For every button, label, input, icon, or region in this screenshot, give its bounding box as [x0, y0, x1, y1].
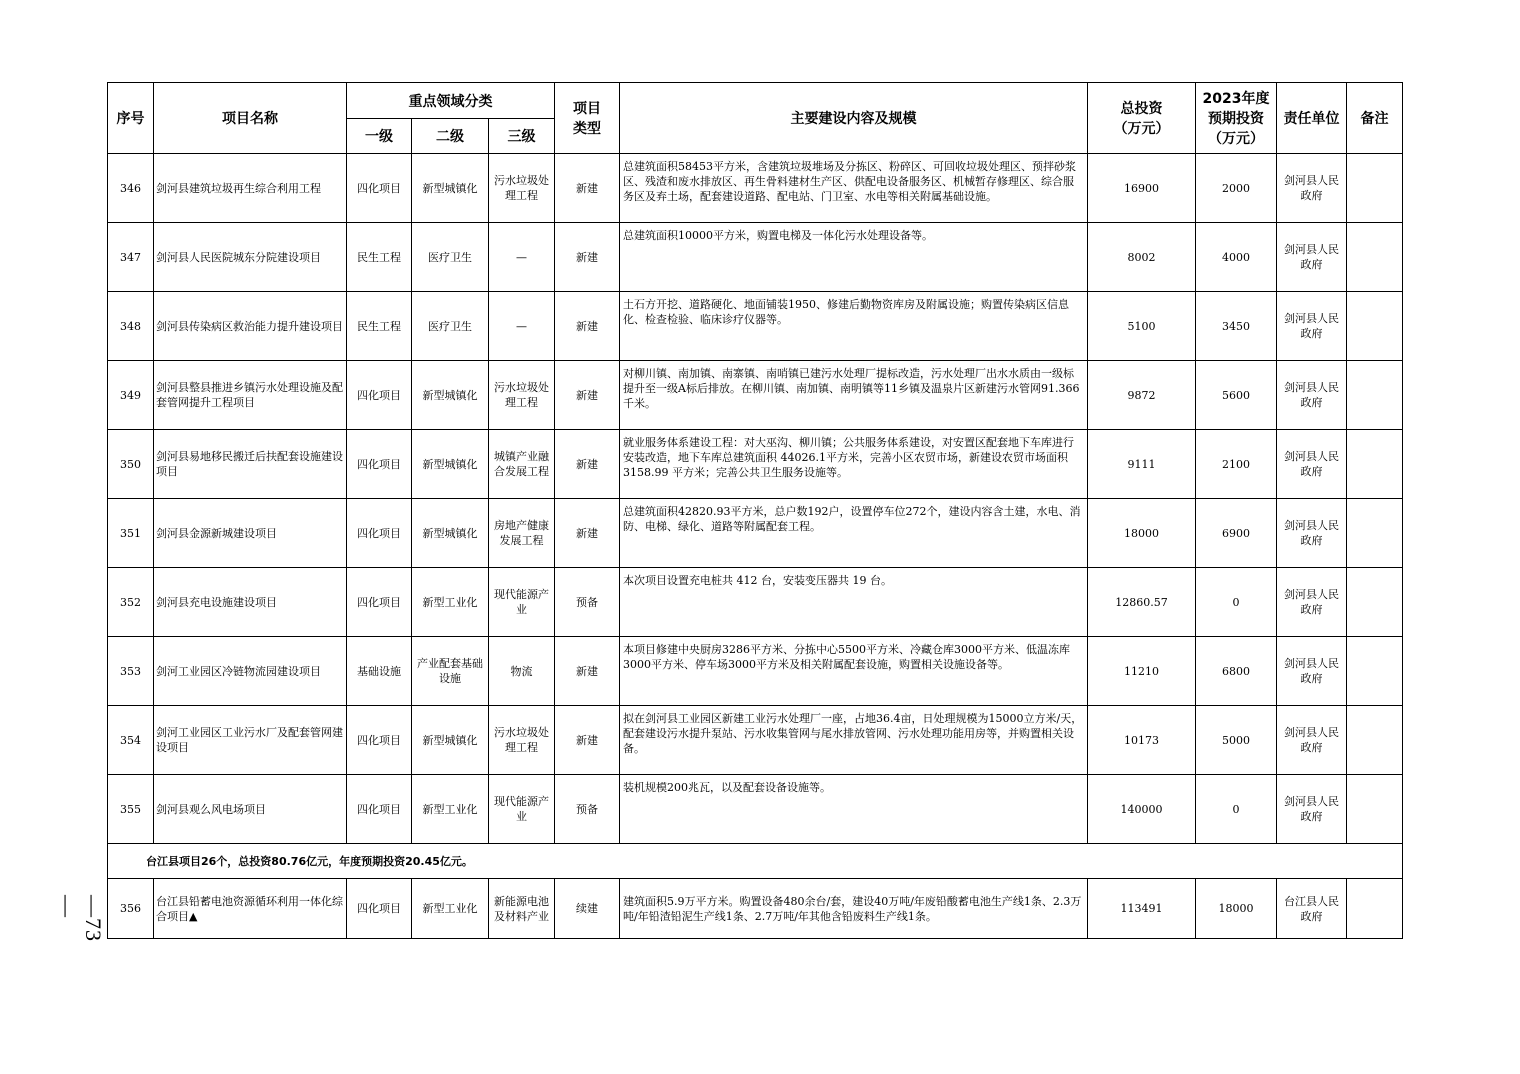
cell-level1: 四化项目 [347, 499, 412, 568]
cell-unit: 剑河县人民政府 [1277, 292, 1347, 361]
table-row [108, 430, 1403, 499]
cell-content: 就业服务体系建设工程：对大巫沟、柳川镇；公共服务体系建设，对安置区配套地下车库进行安装改造，地下车库总建筑面积 44026.1平方米，完善小区农贸市场，新建设农贸市场面积 3158.99 平方米；完善公共卫生服务设施等。 [620, 430, 1088, 499]
cell-note [1347, 568, 1403, 637]
cell-level3: 新能源电池及材料产业 [489, 879, 555, 939]
cell-level3: — [489, 223, 555, 292]
header-level2: 二级 [412, 119, 489, 154]
cell-note [1347, 775, 1403, 844]
cell-seq: 354 [108, 706, 154, 775]
cell-seq: 352 [108, 568, 154, 637]
cell-content: 装机规模200兆瓦，以及配套设备设施等。 [620, 775, 1088, 844]
cell-annual: 6900 [1196, 499, 1277, 568]
cell-name: 剑河县整县推进乡镇污水处理设施及配套管网提升工程项目 [154, 361, 347, 430]
table-row [108, 292, 1403, 361]
cell-type: 新建 [555, 154, 620, 223]
cell-level3: 城镇产业融合发展工程 [489, 430, 555, 499]
cell-annual: 0 [1196, 775, 1277, 844]
cell-total: 11210 [1088, 637, 1196, 706]
cell-total: 16900 [1088, 154, 1196, 223]
cell-name: 剑河县金源新城建设项目 [154, 499, 347, 568]
cell-unit: 台江县人民政府 [1277, 879, 1347, 939]
cell-type: 续建 [555, 879, 620, 939]
cell-level2: 医疗卫生 [412, 223, 489, 292]
header-note: 备注 [1347, 83, 1403, 154]
cell-content: 本次项目设置充电桩共 412 台，安装变压器共 19 台。 [620, 568, 1088, 637]
cell-level1: 四化项目 [347, 568, 412, 637]
cell-total: 5100 [1088, 292, 1196, 361]
table-row [108, 775, 1403, 844]
table-row [108, 637, 1403, 706]
cell-level2: 新型城镇化 [412, 499, 489, 568]
cell-total: 140000 [1088, 775, 1196, 844]
cell-note [1347, 879, 1403, 939]
cell-level2: 医疗卫生 [412, 292, 489, 361]
cell-level2: 新型城镇化 [412, 430, 489, 499]
cell-content: 土石方开挖、道路硬化、地面铺装1950、修建后勤物资库房及附属设施；购置传染病区信息化、检查检验、临床诊疗仪器等。 [620, 292, 1088, 361]
cell-content: 建筑面积5.9万平方米。购置设备480余台/套，建设40万吨/年废铅酸蓄电池生产线1条、2.3万吨/年铅渣铅泥生产线1条、2.7万吨/年其他含铅废料生产线1条。 [620, 879, 1088, 939]
cell-seq: 356 [108, 879, 154, 939]
cell-annual: 4000 [1196, 223, 1277, 292]
cell-level1: 基础设施 [347, 637, 412, 706]
cell-seq: 350 [108, 430, 154, 499]
cell-level3: 污水垃圾处理工程 [489, 154, 555, 223]
cell-total: 12860.57 [1088, 568, 1196, 637]
cell-note [1347, 361, 1403, 430]
cell-name: 剑河县充电设施建设项目 [154, 568, 347, 637]
cell-level3: 污水垃圾处理工程 [489, 361, 555, 430]
header-annual: 2023年度预期投资（万元） [1196, 83, 1277, 154]
cell-total: 18000 [1088, 499, 1196, 568]
cell-unit: 剑河县人民政府 [1277, 568, 1347, 637]
cell-annual: 3450 [1196, 292, 1277, 361]
cell-type: 新建 [555, 361, 620, 430]
cell-type: 预备 [555, 568, 620, 637]
cell-level1: 四化项目 [347, 879, 412, 939]
cell-level2: 新型工业化 [412, 568, 489, 637]
section-row [108, 844, 1403, 879]
table-row [108, 223, 1403, 292]
cell-level3: 房地产健康发展工程 [489, 499, 555, 568]
cell-content: 总建筑面积58453平方米，含建筑垃圾堆场及分拣区、粉碎区、可回收垃圾处理区、预拌砂浆区、残渣和废水排放区、再生骨料建材生产区、供配电设备服务区、机械暂存修理区、综合服务区及弃土场，配套建设道路、配电站、门卫室、水电等相关附属基础设施。 [620, 154, 1088, 223]
cell-level2: 新型城镇化 [412, 706, 489, 775]
header-level3: 三级 [489, 119, 555, 154]
cell-level1: 四化项目 [347, 361, 412, 430]
cell-level1: 四化项目 [347, 706, 412, 775]
cell-note [1347, 637, 1403, 706]
cell-seq: 349 [108, 361, 154, 430]
cell-annual: 2100 [1196, 430, 1277, 499]
header-name: 项目名称 [154, 83, 347, 154]
cell-type: 预备 [555, 775, 620, 844]
cell-total: 9872 [1088, 361, 1196, 430]
cell-name: 剑河县人民医院城东分院建设项目 [154, 223, 347, 292]
cell-name: 剑河县建筑垃圾再生综合利用工程 [154, 154, 347, 223]
cell-name: 剑河工业园区冷链物流园建设项目 [154, 637, 347, 706]
cell-unit: 剑河县人民政府 [1277, 154, 1347, 223]
cell-seq: 355 [108, 775, 154, 844]
cell-name: 剑河县传染病区救治能力提升建设项目 [154, 292, 347, 361]
cell-seq: 351 [108, 499, 154, 568]
cell-type: 新建 [555, 499, 620, 568]
cell-name: 剑河县易地移民搬迁后扶配套设施建设项目 [154, 430, 347, 499]
cell-type: 新建 [555, 223, 620, 292]
cell-level3: — [489, 292, 555, 361]
cell-content: 拟在剑河县工业园区新建工业污水处理厂一座，占地36.4亩，日处理规模为15000立方米/天，配套建设污水提升泵站、污水收集管网与尾水排放管网、污水处理功能用房等，并购置相关设备。 [620, 706, 1088, 775]
cell-type: 新建 [555, 706, 620, 775]
cell-level3: 污水垃圾处理工程 [489, 706, 555, 775]
cell-name: 台江县铅蓄电池资源循环利用一体化综合项目▲ [154, 879, 347, 939]
cell-unit: 剑河县人民政府 [1277, 430, 1347, 499]
cell-content: 本项目修建中央厨房3286平方米、分拣中心5500平方米、冷藏仓库3000平方米、低温冻库3000平方米、停车场3000平方米及相关附属配套设施，购置相关设施设备等。 [620, 637, 1088, 706]
cell-note [1347, 223, 1403, 292]
cell-note [1347, 499, 1403, 568]
cell-annual: 0 [1196, 568, 1277, 637]
table-body [108, 154, 1403, 939]
cell-level2: 新型城镇化 [412, 154, 489, 223]
cell-content: 总建筑面积10000平方米，购置电梯及一体化污水处理设备等。 [620, 223, 1088, 292]
cell-content: 总建筑面积42820.93平方米，总户数192户，设置停车位272个，建设内容含土建，水电、消防、电梯、绿化、道路等附属配套工程。 [620, 499, 1088, 568]
cell-seq: 347 [108, 223, 154, 292]
table-header [108, 83, 1403, 154]
cell-total: 10173 [1088, 706, 1196, 775]
cell-level1: 四化项目 [347, 430, 412, 499]
cell-name: 剑河县观么风电场项目 [154, 775, 347, 844]
cell-level3: 现代能源产业 [489, 568, 555, 637]
cell-total: 8002 [1088, 223, 1196, 292]
header-content: 主要建设内容及规模 [620, 83, 1088, 154]
cell-level1: 民生工程 [347, 292, 412, 361]
cell-level3: 物流 [489, 637, 555, 706]
cell-note [1347, 154, 1403, 223]
section-summary: 台江县项目26个，总投资80.76亿元，年度预期投资20.45亿元。 [108, 844, 1403, 879]
cell-seq: 348 [108, 292, 154, 361]
cell-unit: 剑河县人民政府 [1277, 499, 1347, 568]
cell-unit: 剑河县人民政府 [1277, 637, 1347, 706]
cell-note [1347, 706, 1403, 775]
cell-total: 9111 [1088, 430, 1196, 499]
cell-unit: 剑河县人民政府 [1277, 775, 1347, 844]
table-row [108, 706, 1403, 775]
cell-unit: 剑河县人民政府 [1277, 223, 1347, 292]
cell-level2: 产业配套基础设施 [412, 637, 489, 706]
table-row [108, 568, 1403, 637]
cell-annual: 5000 [1196, 706, 1277, 775]
table-row [108, 361, 1403, 430]
cell-content: 对柳川镇、南加镇、南寨镇、南哨镇已建污水处理厂提标改造，污水处理厂出水水质由一级标提升至一级A标后排放。在柳川镇、南加镇、南明镇等11乡镇及温泉片区新建污水管网91.366千米。 [620, 361, 1088, 430]
cell-unit: 剑河县人民政府 [1277, 361, 1347, 430]
table-row [108, 499, 1403, 568]
cell-annual: 2000 [1196, 154, 1277, 223]
header-level1: 一级 [347, 119, 412, 154]
page-number: —73— [55, 895, 106, 942]
cell-level1: 四化项目 [347, 775, 412, 844]
table-row [108, 154, 1403, 223]
cell-level1: 民生工程 [347, 223, 412, 292]
header-seq: 序号 [108, 83, 154, 154]
cell-level3: 现代能源产业 [489, 775, 555, 844]
cell-level2: 新型城镇化 [412, 361, 489, 430]
cell-type: 新建 [555, 292, 620, 361]
table-row [108, 879, 1403, 939]
cell-annual: 5600 [1196, 361, 1277, 430]
cell-name: 剑河工业园区工业污水厂及配套管网建设项目 [154, 706, 347, 775]
cell-unit: 剑河县人民政府 [1277, 706, 1347, 775]
cell-level2: 新型工业化 [412, 775, 489, 844]
cell-total: 113491 [1088, 879, 1196, 939]
cell-level2: 新型工业化 [412, 879, 489, 939]
header-domain: 重点领域分类 [347, 83, 555, 119]
cell-note [1347, 292, 1403, 361]
project-table [107, 82, 1403, 939]
cell-level1: 四化项目 [347, 154, 412, 223]
header-unit: 责任单位 [1277, 83, 1347, 154]
cell-seq: 353 [108, 637, 154, 706]
header-total: 总投资（万元） [1088, 83, 1196, 154]
cell-annual: 18000 [1196, 879, 1277, 939]
cell-type: 新建 [555, 637, 620, 706]
cell-note [1347, 430, 1403, 499]
cell-annual: 6800 [1196, 637, 1277, 706]
cell-seq: 346 [108, 154, 154, 223]
cell-type: 新建 [555, 430, 620, 499]
header-type: 项目类型 [555, 83, 620, 154]
